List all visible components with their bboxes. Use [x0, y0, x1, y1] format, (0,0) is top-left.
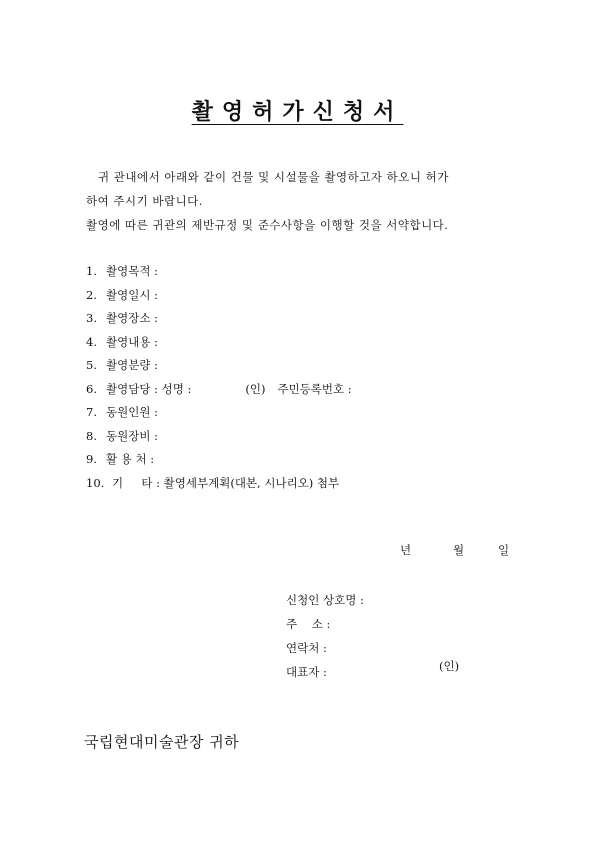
document-title-text: 촬영허가신청서 [191, 99, 404, 125]
item-number: 8. [86, 428, 97, 443]
list-item [86, 448, 352, 472]
date-year: 년 [400, 543, 412, 557]
list-item [86, 472, 352, 496]
date-month: 월 [453, 543, 465, 557]
item-text: 촬영목적 : [106, 264, 158, 278]
item-number: 10. [86, 475, 105, 490]
item-text: 촬영분량 : [106, 358, 158, 372]
list-item [86, 284, 352, 308]
item-number: 9. [86, 452, 97, 466]
list-item [86, 307, 352, 331]
item-text: 촬영내용 : [106, 334, 158, 349]
item-text: 촬영담당 : 성명 : [106, 381, 192, 396]
applicant-block [286, 588, 364, 684]
item-text: 촬영일시 : [106, 287, 158, 302]
applicant-rep-label: 대표자 : [286, 665, 327, 679]
list-item [86, 331, 352, 355]
item-number: 7. [86, 405, 97, 419]
item-number: 5. [86, 358, 97, 372]
item-number: 1. [86, 264, 97, 278]
applicant-contact-label: 연락처 : [286, 641, 327, 655]
list-item [86, 260, 352, 284]
seal-mark: (인) [245, 381, 266, 396]
list-item [86, 354, 352, 378]
date-day: 일 [498, 543, 510, 557]
item-text: 동원장비 : [106, 428, 158, 443]
list-item [86, 378, 352, 402]
applicant-company-label: 신청인 상호명 : [286, 593, 364, 607]
document-title [0, 98, 595, 126]
intro-paragraph [86, 165, 516, 237]
item-text: 기 타 : 촬영세부계획(대본, 시나리오) 첨부 [112, 475, 340, 490]
applicant-seal-mark: (인) [439, 659, 460, 673]
addressee-footer: 국립현대미술관장 귀하 [84, 733, 240, 751]
intro-line-1: 귀 관내에서 아래와 같이 건물 및 시설물을 촬영하고자 하오니 허가 [98, 170, 449, 184]
item-number: 4. [86, 334, 97, 349]
applicant-address-label: 주 소 : [286, 617, 331, 631]
intro-line-2: 하여 주시기 바랍니다. [86, 194, 203, 208]
list-item [86, 401, 352, 425]
item-text: 활 용 처 : [106, 452, 155, 466]
intro-line-3: 촬영에 따른 귀관의 제반규정 및 준수사항을 이행할 것을 서약합니다. [86, 218, 449, 232]
item-list [86, 260, 352, 495]
item-number: 2. [86, 287, 97, 302]
item-number: 6. [86, 381, 97, 396]
item-number: 3. [86, 311, 97, 325]
resident-number-label: 주민등록번호 : [277, 381, 352, 396]
item-text: 촬영장소 : [106, 311, 158, 325]
list-item [86, 425, 352, 449]
item-text: 동원인원 : [106, 405, 158, 419]
